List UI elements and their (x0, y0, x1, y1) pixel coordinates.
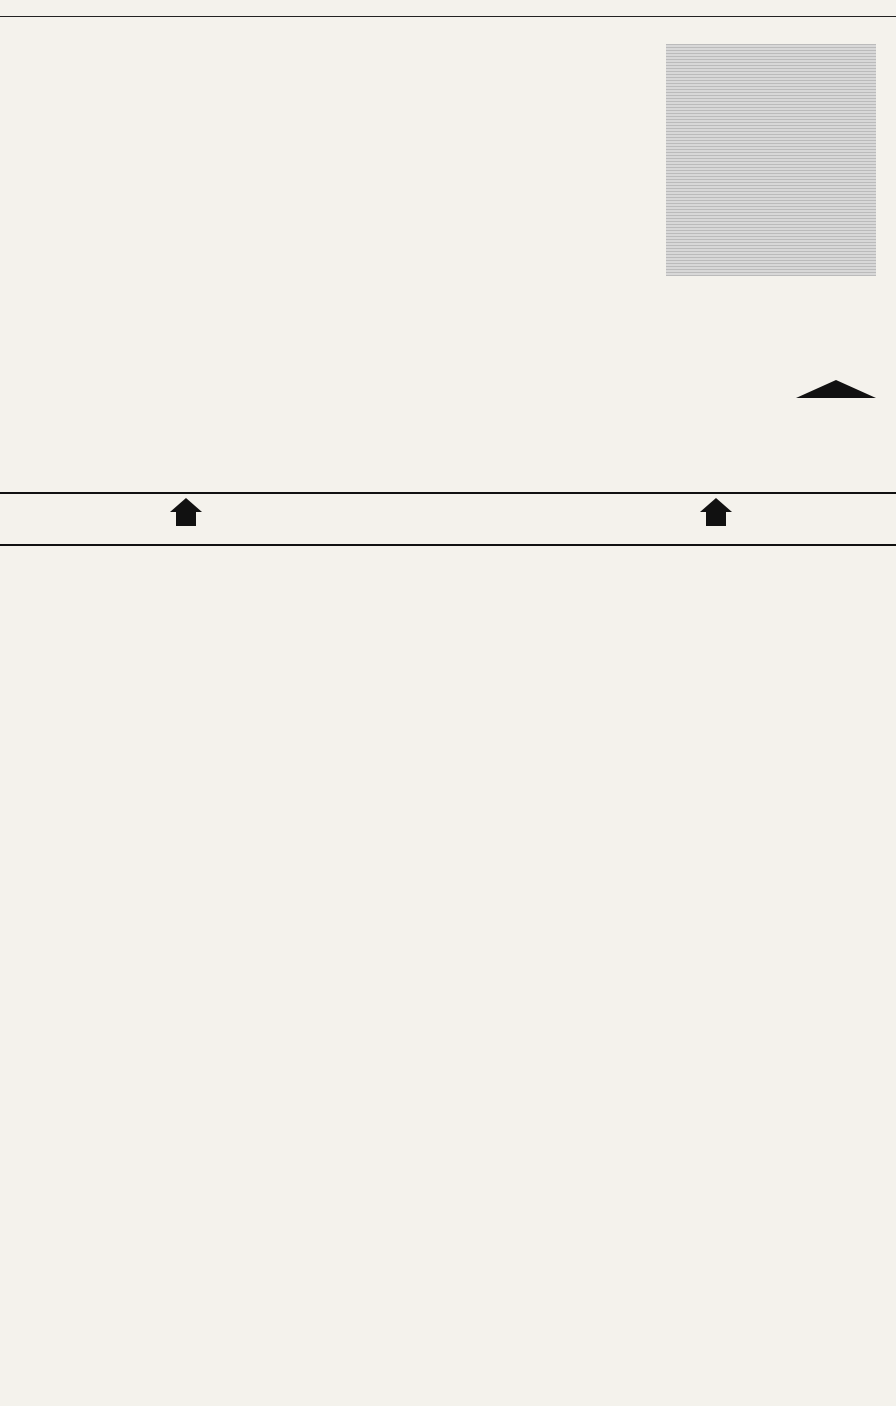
service-directory (4, 548, 892, 1402)
house-icon (700, 498, 732, 512)
brewer-logo (791, 380, 881, 404)
roof-icon (796, 380, 876, 398)
laughing-man-photo (666, 44, 876, 276)
brewer-roofing-ad (586, 20, 892, 488)
house-icon (170, 498, 202, 512)
home-service-guide-banner (0, 492, 896, 546)
page-header (0, 0, 896, 17)
